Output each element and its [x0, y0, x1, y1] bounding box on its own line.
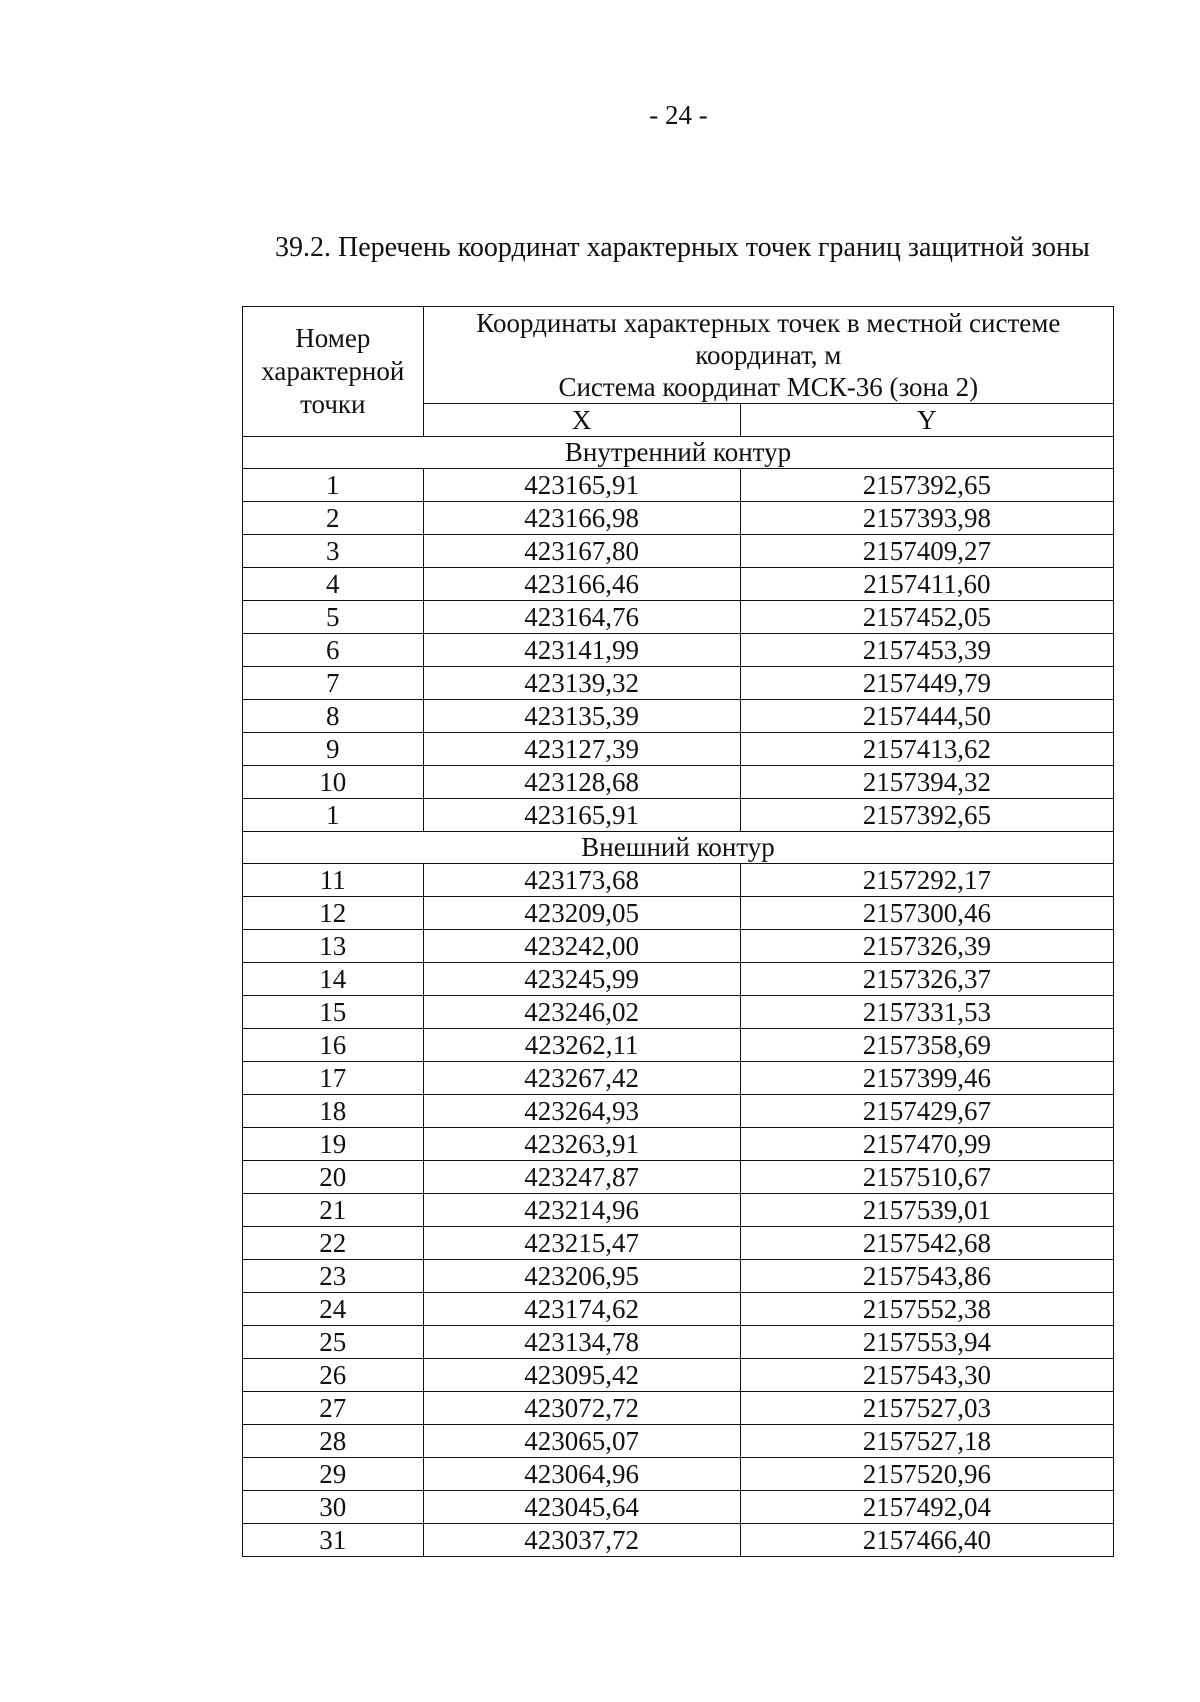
header-coordinates-caption: Координаты характерных точек в местной системе координат, м	[476, 308, 1061, 370]
y-coordinate-cell: 2157452,05	[740, 601, 1113, 634]
y-coordinate-cell: 2157520,96	[740, 1458, 1113, 1491]
y-coordinate-cell: 2157392,65	[740, 799, 1113, 832]
x-coordinate-cell: 423242,00	[423, 930, 740, 963]
y-coordinate-cell: 2157543,30	[740, 1359, 1113, 1392]
x-coordinate-cell: 423262,11	[423, 1029, 740, 1062]
table-row	[243, 1128, 1114, 1161]
table-row	[243, 700, 1114, 733]
coordinates-table	[242, 306, 1114, 1557]
y-coordinate-cell: 2157292,17	[740, 864, 1113, 897]
table-row	[243, 733, 1114, 766]
table-row	[243, 1392, 1114, 1425]
table-row	[243, 1326, 1114, 1359]
point-number-cell: 15	[243, 996, 424, 1029]
y-coordinate-cell: 2157527,18	[740, 1425, 1113, 1458]
table-row	[243, 1062, 1114, 1095]
y-coordinate-cell: 2157394,32	[740, 766, 1113, 799]
x-coordinate-cell: 423165,91	[423, 469, 740, 502]
section-row	[243, 832, 1114, 864]
table-row	[243, 1260, 1114, 1293]
x-coordinate-cell: 423065,07	[423, 1425, 740, 1458]
y-coordinate-cell: 2157358,69	[740, 1029, 1113, 1062]
y-coordinate-cell: 2157413,62	[740, 733, 1113, 766]
point-number-cell: 27	[243, 1392, 424, 1425]
y-coordinate-cell: 2157326,37	[740, 963, 1113, 996]
point-number-cell: 21	[243, 1194, 424, 1227]
table-row	[243, 1425, 1114, 1458]
point-number-cell: 19	[243, 1128, 424, 1161]
point-number-cell: 14	[243, 963, 424, 996]
y-coordinate-cell: 2157470,99	[740, 1128, 1113, 1161]
point-number-cell: 3	[243, 535, 424, 568]
point-number-cell: 29	[243, 1458, 424, 1491]
point-number-cell: 30	[243, 1491, 424, 1524]
y-coordinate-cell: 2157510,67	[740, 1161, 1113, 1194]
y-coordinate-cell: 2157449,79	[740, 667, 1113, 700]
table-row	[243, 799, 1114, 832]
header-x: X	[423, 404, 740, 437]
header-coordinate-system: Система координат МСК-36 (зона 2)	[558, 372, 979, 402]
y-coordinate-cell: 2157411,60	[740, 568, 1113, 601]
x-coordinate-cell: 423173,68	[423, 864, 740, 897]
table-row	[243, 766, 1114, 799]
point-number-cell: 18	[243, 1095, 424, 1128]
x-coordinate-cell: 423141,99	[423, 634, 740, 667]
x-coordinate-cell: 423164,76	[423, 601, 740, 634]
table-row	[243, 1029, 1114, 1062]
header-y: Y	[740, 404, 1113, 437]
y-coordinate-cell: 2157300,46	[740, 897, 1113, 930]
x-coordinate-cell: 423135,39	[423, 700, 740, 733]
y-coordinate-cell: 2157539,01	[740, 1194, 1113, 1227]
point-number-cell: 22	[243, 1227, 424, 1260]
point-number-cell: 28	[243, 1425, 424, 1458]
point-number-cell: 4	[243, 568, 424, 601]
table-row	[243, 864, 1114, 897]
section-title: 39.2. Перечень координат характерных точек границ защитной зоны	[275, 232, 1090, 263]
point-number-cell: 11	[243, 864, 424, 897]
x-coordinate-cell: 423267,42	[423, 1062, 740, 1095]
y-coordinate-cell: 2157552,38	[740, 1293, 1113, 1326]
y-coordinate-cell: 2157553,94	[740, 1326, 1113, 1359]
point-number-cell: 13	[243, 930, 424, 963]
point-number-cell: 5	[243, 601, 424, 634]
x-coordinate-cell: 423214,96	[423, 1194, 740, 1227]
table-row	[243, 897, 1114, 930]
y-coordinate-cell: 2157543,86	[740, 1260, 1113, 1293]
point-number-cell: 16	[243, 1029, 424, 1062]
x-coordinate-cell: 423166,46	[423, 568, 740, 601]
y-coordinate-cell: 2157331,53	[740, 996, 1113, 1029]
point-number-cell: 1	[243, 469, 424, 502]
section-title-cell: Внутренний контур	[243, 437, 1114, 469]
table-row	[243, 502, 1114, 535]
x-coordinate-cell: 423095,42	[423, 1359, 740, 1392]
y-coordinate-cell: 2157466,40	[740, 1524, 1113, 1557]
table-row	[243, 568, 1114, 601]
header-coordinates	[423, 307, 1113, 404]
table-row	[243, 930, 1114, 963]
x-coordinate-cell: 423174,62	[423, 1293, 740, 1326]
x-coordinate-cell: 423072,72	[423, 1392, 740, 1425]
y-coordinate-cell: 2157393,98	[740, 502, 1113, 535]
table-row	[243, 963, 1114, 996]
table-row	[243, 634, 1114, 667]
point-number-cell: 7	[243, 667, 424, 700]
y-coordinate-cell: 2157453,39	[740, 634, 1113, 667]
point-number-cell: 8	[243, 700, 424, 733]
table-row	[243, 1161, 1114, 1194]
y-coordinate-cell: 2157527,03	[740, 1392, 1113, 1425]
table-row	[243, 1194, 1114, 1227]
x-coordinate-cell: 423264,93	[423, 1095, 740, 1128]
point-number-cell: 9	[243, 733, 424, 766]
table-row	[243, 1458, 1114, 1491]
y-coordinate-cell: 2157429,67	[740, 1095, 1113, 1128]
table-row	[243, 1227, 1114, 1260]
x-coordinate-cell: 423263,91	[423, 1128, 740, 1161]
point-number-cell: 17	[243, 1062, 424, 1095]
x-coordinate-cell: 423209,05	[423, 897, 740, 930]
x-coordinate-cell: 423139,32	[423, 667, 740, 700]
x-coordinate-cell: 423127,39	[423, 733, 740, 766]
table-row	[243, 667, 1114, 700]
point-number-cell: 23	[243, 1260, 424, 1293]
x-coordinate-cell: 423037,72	[423, 1524, 740, 1557]
table-row	[243, 1491, 1114, 1524]
x-coordinate-cell: 423128,68	[423, 766, 740, 799]
x-coordinate-cell: 423247,87	[423, 1161, 740, 1194]
x-coordinate-cell: 423064,96	[423, 1458, 740, 1491]
y-coordinate-cell: 2157492,04	[740, 1491, 1113, 1524]
section-row	[243, 437, 1114, 469]
point-number-cell: 25	[243, 1326, 424, 1359]
y-coordinate-cell: 2157542,68	[740, 1227, 1113, 1260]
x-coordinate-cell: 423134,78	[423, 1326, 740, 1359]
x-coordinate-cell: 423245,99	[423, 963, 740, 996]
x-coordinate-cell: 423215,47	[423, 1227, 740, 1260]
y-coordinate-cell: 2157392,65	[740, 469, 1113, 502]
x-coordinate-cell: 423045,64	[423, 1491, 740, 1524]
table-row	[243, 469, 1114, 502]
y-coordinate-cell: 2157399,46	[740, 1062, 1113, 1095]
x-coordinate-cell: 423165,91	[423, 799, 740, 832]
point-number-cell: 20	[243, 1161, 424, 1194]
table-row	[243, 1095, 1114, 1128]
table-body	[243, 437, 1114, 1557]
section-title-cell: Внешний контур	[243, 832, 1114, 864]
x-coordinate-cell: 423246,02	[423, 996, 740, 1029]
table-row	[243, 1524, 1114, 1557]
point-number-cell: 26	[243, 1359, 424, 1392]
x-coordinate-cell: 423206,95	[423, 1260, 740, 1293]
y-coordinate-cell: 2157444,50	[740, 700, 1113, 733]
table-row	[243, 1359, 1114, 1392]
point-number-cell: 6	[243, 634, 424, 667]
y-coordinate-cell: 2157326,39	[740, 930, 1113, 963]
point-number-cell: 1	[243, 799, 424, 832]
point-number-cell: 2	[243, 502, 424, 535]
point-number-cell: 31	[243, 1524, 424, 1557]
point-number-cell: 10	[243, 766, 424, 799]
point-number-cell: 24	[243, 1293, 424, 1326]
table-row	[243, 1293, 1114, 1326]
table-row	[243, 996, 1114, 1029]
point-number-cell: 12	[243, 897, 424, 930]
x-coordinate-cell: 423167,80	[423, 535, 740, 568]
header-point-number: Номер характерной точки	[243, 307, 424, 437]
table-row	[243, 535, 1114, 568]
page-number: - 24 -	[649, 100, 708, 130]
x-coordinate-cell: 423166,98	[423, 502, 740, 535]
table-row	[243, 601, 1114, 634]
y-coordinate-cell: 2157409,27	[740, 535, 1113, 568]
